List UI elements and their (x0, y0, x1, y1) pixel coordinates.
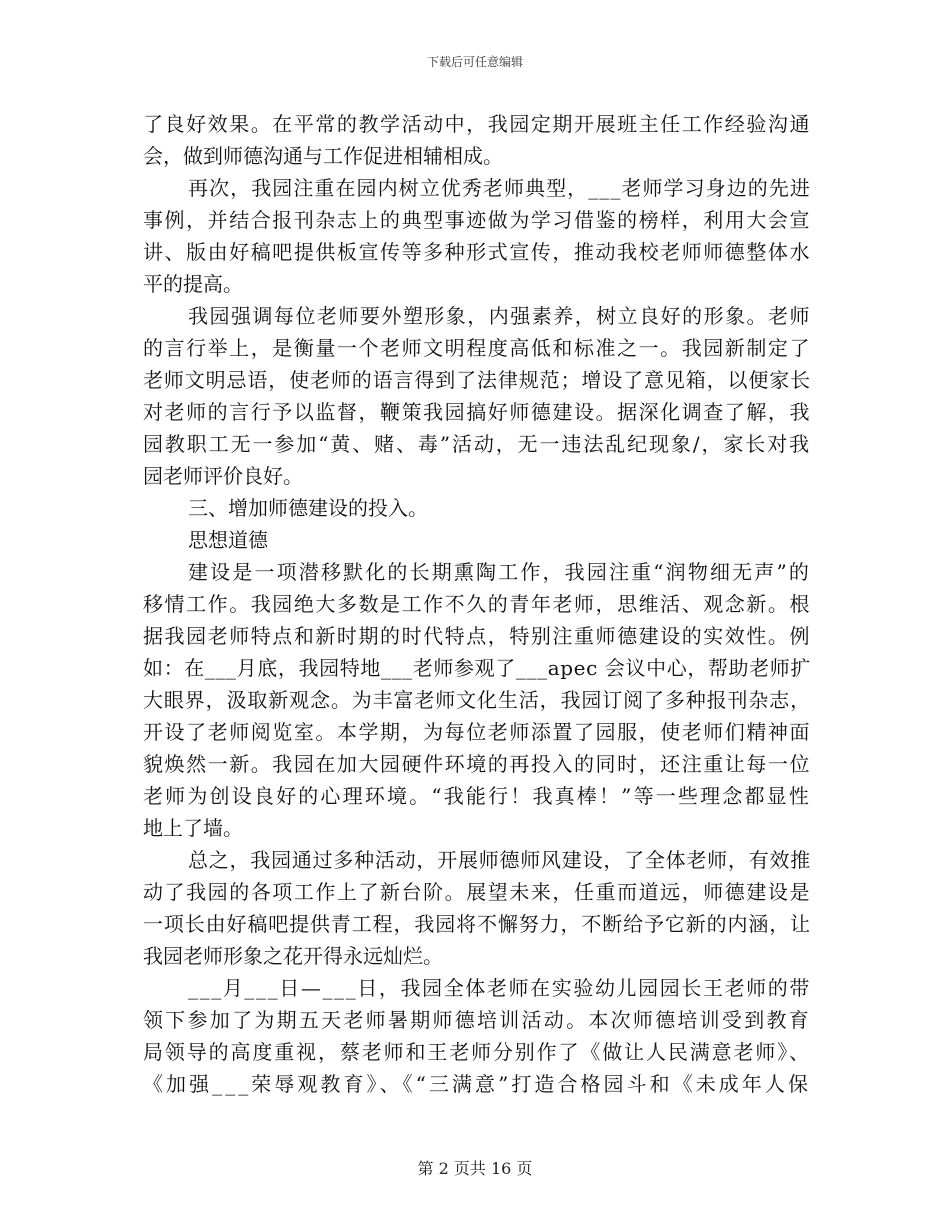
text-line: 对老师的言行予以监督，鞭策我园搞好师德建设。据深化调查了解，我 (143, 400, 811, 424)
text-line: 园老师评价良好。 (143, 464, 303, 488)
text-line: 据我园老师特点和新时期的时代特点，特别注重师德建设的实效性。例 (143, 624, 811, 648)
text-line: 建设是一项潜移默化的长期熏陶工作，我园注重“润物细无声”的 (188, 560, 811, 584)
text-line: 总之，我园通过多种活动，开展师德师风建设，了全体老师，有效推 (188, 848, 811, 872)
text-line: 三、增加师德建设的投入。 (188, 496, 428, 520)
text-line: 貌焕然一新。我园在加大园硬件环境的再投入的同时，还注重让每一位 (143, 752, 811, 776)
text-line: 老师为创设良好的心理环境。“我能行！我真棒！”等一些理念都显性 (143, 784, 811, 808)
text-line: 如：在___月底，我园特地___老师参观了___apec 会议中心，帮助老师扩 (143, 656, 811, 680)
text-line: 思想道德 (188, 528, 268, 552)
text-line: ___月___日—___日，我园全体老师在实验幼儿园园长王老师的带 (188, 976, 811, 1000)
page-footer: 第 2 页共 16 页 (417, 1159, 533, 1178)
text-line: 一项长由好稿吧提供青工程，我园将不懈努力，不断给予它新的内涵，让 (143, 912, 811, 936)
text-line: 我园老师形象之花开得永远灿烂。 (143, 944, 443, 968)
text-line: 会，做到师德沟通与工作促进相辅相成。 (143, 144, 503, 168)
text-line: 动了我园的各项工作上了新台阶。展望未来，任重而道远，师德建设是 (143, 880, 811, 904)
text-line: 事例，并结合报刊杂志上的典型事迹做为学习借鉴的榜样，利用大会宣 (143, 208, 811, 232)
text-line: 地上了墙。 (143, 816, 243, 840)
text-line: 讲、版由好稿吧提供板宣传等多种形式宣传，推动我校老师师德整体水 (143, 240, 811, 264)
text-line: 老师文明忌语，使老师的语言得到了法律规范；增设了意见箱，以便家长 (143, 368, 811, 392)
text-line: 我园强调每位老师要外塑形象，内强素养，树立良好的形象。老师 (188, 304, 811, 328)
text-line: 再次，我园注重在园内树立优秀老师典型，___老师学习身边的先进 (188, 176, 811, 200)
text-line: 园教职工无一参加“黄、赌、毒”活动，无一违法乱纪现象/，家长对我 (143, 432, 811, 456)
text-line: 开设了老师阅览室。本学期，为每位老师添置了园服，使老师们精神面 (143, 720, 811, 744)
text-line: 的言行举上，是衡量一个老师文明程度高低和标准之一。我园新制定了 (143, 336, 811, 360)
text-line: 领下参加了为期五天老师暑期师德培训活动。本次师德培训受到教育 (143, 1008, 811, 1032)
text-line: 《加强___荣辱观教育》、《“三满意”打造合格园斗和《未成年人保 (143, 1072, 811, 1096)
text-line: 了良好效果。在平常的教学活动中，我园定期开展班主任工作经验沟通 (143, 112, 811, 136)
page-header: 下载后可任意编辑 (426, 55, 523, 69)
text-line: 大眼界，汲取新观念。为丰富老师文化生活，我园订阅了多种报刊杂志， (143, 688, 811, 712)
text-line: 局领导的高度重视，蔡老师和王老师分别作了《做让人民满意老师》、 (143, 1040, 811, 1064)
text-line: 平的提高。 (143, 272, 243, 296)
text-line: 移情工作。我园绝大多数是工作不久的青年老师，思维活、观念新。根 (143, 592, 811, 616)
document-body (143, 108, 811, 1100)
